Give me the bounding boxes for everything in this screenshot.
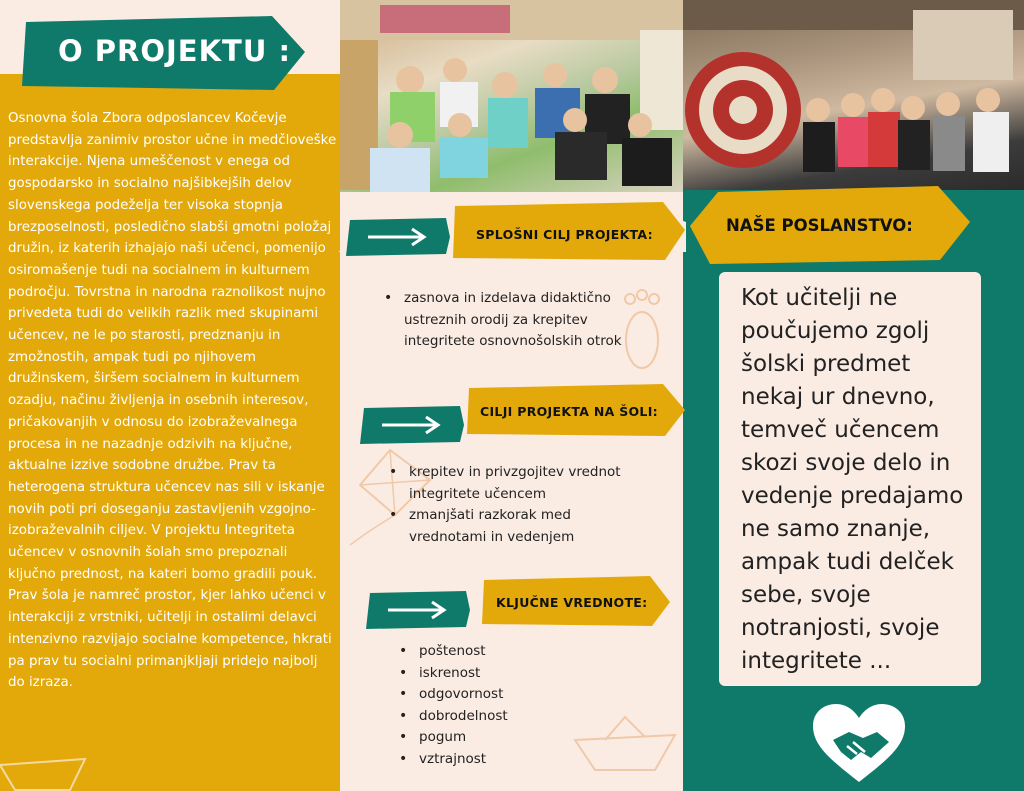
key-values-list [399, 641, 599, 770]
list-item: • poštenost [399, 641, 599, 663]
school-goals-label: CILJI PROJEKTA NA ŠOLI: [480, 404, 658, 419]
list-item: • iskrenost [399, 663, 599, 685]
mission-label: NAŠE POSLANSTVO: [726, 216, 913, 235]
paper-boat-left-doodle-icon [0, 745, 90, 791]
list-item: • zasnova in izdelava didaktično ustreznih orodij za krepitev integritete osnovnošolskih otrok [384, 288, 639, 353]
list-item: • dobrodelnost [399, 706, 599, 728]
intro-text: Osnovna šola Zbora odposlancev Kočevje predstavlja zanimiv prostor učne in medčloveške interakcije. Njena umeščenost v enega od gospodarsko in socialno najšibkejših delov slovenskega podeželja ter visoka stopnja brezposelnosti, posledično slabši gmotni položaj družin, iz katerih izhajajo naši učenci, pomenijo osiromašenje tudi na socialnem in kulturnem področju. Tovrstna in narodna raznolikost nujno privedeta tudi do velikih razlik med skupinami učencev, ne le po starosti, predznanju in zmožnostih, ampak tudi po njihovem družinskem, širšem socialnem in kulturnem ozadju, načinu življenja in osebnih interesov, pričakovanjih v odnosu do izobraževalnega procesa in ne nazadnje odzivih na ključne, aktualne izzive sodobne družbe. Prav ta heterogena struktura učencev nas sili v iskanje novih poti pri doseganju zastavljenih vzgojno-izobraževalnih ciljev. V projektu Integriteta učencev v osnovnih šolah smo prepoznali ključno prednost, na kateri bomo gradili pouk. Prav šola je namreč prostor, kjer lahko učenci v interakciji z vrstniki, učitelji in ostalimi delavci intenzivno razvijajo socialne kompetence, hkrati pa prav tu socialni primanjkljaji pridejo najbolj do izraza. [8, 111, 337, 691]
students-photo-2 [683, 0, 1024, 190]
list-item: • zmanjšati razkorak med vrednotami in vedenjem [389, 505, 644, 548]
general-goal-list [384, 288, 639, 353]
list-item: • krepitev in privzgojitev vrednot integritete učencem [389, 462, 644, 505]
page-title: O PROJEKTU : [58, 34, 292, 68]
list-item: • vztrajnost [399, 749, 599, 771]
arrow-right-icon [366, 591, 470, 629]
list-item: • pogum [399, 727, 599, 749]
key-values-label: KLJUČNE VREDNOTE: [496, 595, 648, 610]
school-goals-list [389, 462, 644, 548]
handshake-heart-icon [811, 702, 907, 784]
general-goal-label: SPLOŠNI CILJ PROJEKTA: [476, 227, 653, 242]
arrow-right-icon [346, 218, 450, 256]
list-item: • odgovornost [399, 684, 599, 706]
arrow-right-icon [360, 406, 464, 444]
mission-text: Kot učitelji ne poučujemo zgolj šolski predmet nekaj ur dnevno, temveč učencem skozi svoje delo in vedenje predajamo ne samo znanje, ampak tudi delček sebe, svoje notranjosti, svoje integritete ... [741, 285, 964, 674]
